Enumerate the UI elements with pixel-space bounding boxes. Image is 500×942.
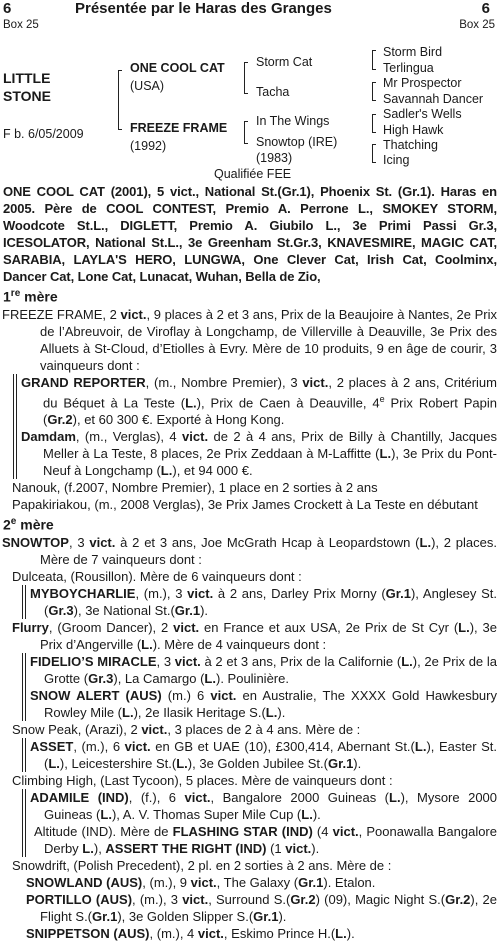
dam-name: FREEZE FRAME (130, 121, 228, 135)
text: à 2 et 3 ans, Prix de la Californie ( (200, 653, 402, 669)
text: ), 3e Prix du Pont-Neuf à Longchamp ( (43, 445, 497, 478)
box-left: Box 25 (3, 19, 39, 31)
first-dam-word: mère (24, 288, 58, 305)
listed: L. (122, 704, 134, 720)
text: ), Easter St.( (44, 738, 497, 771)
listed: L. (458, 619, 470, 635)
produce-snow-peak (0, 721, 500, 738)
pedigree-bracket-ds (372, 114, 376, 133)
second-dam-sup: e (10, 515, 17, 527)
dam-name-inline: FREEZE FRAME (2, 306, 103, 322)
text: , (m., Verglas), 4 (75, 428, 183, 444)
qualification: Qualifiée FEE (214, 167, 292, 181)
text: Prix Robert Papin ( (43, 394, 497, 427)
text: , 3 (68, 534, 90, 550)
dam-dam: Snowtop (IRE) (256, 135, 338, 149)
pedigree-bracket-dd (372, 144, 376, 163)
text: à 2 ans, Darley Prix Morny ( (213, 585, 386, 601)
text: ), et 60 300 €. Exporté à Hong Kong. (72, 411, 285, 427)
listed: L. (301, 806, 313, 822)
produce-block-4 (22, 738, 500, 772)
group: Gr.3 (48, 602, 74, 618)
granddam-name: SNOWTOP (2, 534, 69, 550)
text: Snow Peak, (Arazi), 2 (12, 721, 142, 737)
text: en GB et UAE (10), £300,414, Abernant St.( (150, 738, 415, 754)
text: ), 2 places. Mère de 7 vainqueurs dont : (40, 534, 497, 567)
listed: L. (401, 653, 413, 669)
vict: vict. (302, 374, 329, 390)
pedigree-bracket-dam (244, 121, 248, 144)
produce-name: FLASHING STAR (IND) (172, 823, 313, 839)
listed: L. (48, 755, 60, 771)
dsd: High Hawk (383, 123, 444, 137)
text: ). (312, 806, 321, 822)
text: , (Groom Dancer), 2 (48, 619, 174, 635)
vict: vict. (184, 789, 211, 805)
produce-name: PORTILLO (AUS) (26, 891, 133, 907)
text: ), 3e Golden Jubilee St.( (187, 755, 328, 771)
vict: vict. (89, 534, 116, 550)
group: Gr.1 (385, 585, 411, 601)
vict: vict. (210, 687, 237, 703)
vict: vict. (182, 891, 209, 907)
text: , Eskimo Prince H.( (223, 925, 336, 941)
text: ), Anglesey St.( (44, 585, 498, 618)
dam-dam-year: (1983) (256, 151, 293, 165)
produce-flurry (0, 619, 500, 653)
ssd: Terlingua (383, 61, 434, 75)
group: Gr.1 (253, 908, 279, 924)
text: ). (200, 602, 209, 618)
vict: vict. (174, 653, 201, 669)
text: , 2 places à 2 ans, Critérium du Béquet à La Teste ( (43, 374, 497, 410)
text: ), 3e National St.( (73, 602, 175, 618)
vict: vict. (124, 738, 151, 754)
vict: vict. (197, 925, 224, 941)
produce-climbing-high: Climbing High, (Last Tycoon), 5 places. Mère de vainqueurs dont : (12, 772, 393, 788)
page-title: Présentée par le Haras des Granges (75, 0, 332, 17)
text: , (m.), 4 (149, 925, 198, 941)
second-dam-word: mère (20, 516, 54, 533)
produce-papakiriakou: Papakiriakou, (m., 2008 Verglas), 3e Prix James Crockett à La Teste en débutant (12, 496, 478, 512)
text: , (f.), 6 (128, 789, 185, 805)
text: ). Mère de 4 vainqueurs dont : (152, 636, 327, 652)
text: ), Prix de Caen à Deauville, 4 (196, 394, 380, 410)
text: ). Poulinière. (215, 670, 289, 686)
produce-name: MYBOYCHARLIE (30, 585, 136, 601)
horse-details: F b. 6/05/2009 (3, 127, 84, 141)
text: , 2 (102, 306, 121, 322)
vict: vict. (285, 840, 312, 856)
text: (4 (312, 823, 333, 839)
text: , (m.), 3 (132, 891, 183, 907)
vict: vict. (187, 585, 214, 601)
listed: L. (82, 840, 94, 856)
produce-grand-reporter (17, 374, 500, 428)
listed: L. (419, 534, 432, 550)
sire-dam: Tacha (256, 85, 290, 99)
produce-block-5 (22, 789, 500, 857)
sire-origin: (USA) (130, 79, 165, 93)
produce-nanouk: Nanouk, (f.2007, Nombre Premier), 1 place en 2 sorties à 2 ans (12, 479, 378, 495)
first-dam-num: 1 (3, 288, 11, 305)
dss: Sadler's Wells (383, 107, 462, 121)
text: Altitude (IND). Mère de (34, 823, 173, 839)
horse-name-line1: LITTLE (3, 70, 51, 86)
produce-name: ASSERT THE RIGHT (IND) (105, 840, 267, 856)
listed: L. (379, 445, 392, 461)
text: ), Mysore 2000 Guineas ( (44, 789, 498, 822)
pedigree-bracket-main (118, 70, 122, 130)
sds: Mr Prospector (383, 76, 462, 90)
text: ), (93, 840, 106, 856)
produce-name: Damdam (21, 428, 76, 444)
produce-fidelios-miracle (26, 653, 500, 687)
text: ), 3e Prix d’Angerville ( (40, 619, 498, 652)
produce-block-6 (22, 874, 500, 942)
sdd: Savannah Dancer (383, 92, 484, 106)
pedigree-bracket-ss (372, 50, 376, 70)
produce-name: SNIPPETSON (AUS) (26, 925, 150, 941)
produce-snowland (22, 874, 500, 891)
catalogue-body (0, 183, 500, 942)
text: , 3 places de 2 à 4 ans. Mère de : (167, 721, 361, 737)
produce-dulceata: Dulceata, (Rousillon). Mère de 6 vainqueurs dont : (12, 568, 302, 584)
lot-number-right: 6 (481, 0, 490, 17)
listed: L. (176, 755, 188, 771)
text: , Surround S.( (208, 891, 291, 907)
text: , 3 (156, 653, 175, 669)
text: (m.) 6 (161, 687, 211, 703)
vict: vict. (141, 721, 168, 737)
text: , (m.), 6 (73, 738, 125, 754)
dam-paragraph (0, 306, 500, 374)
granddam-paragraph (0, 534, 500, 568)
produce-myboycharlie (26, 585, 500, 619)
produce-damdam (17, 428, 500, 479)
text: ). (346, 925, 355, 941)
text: ). (277, 704, 286, 720)
listed: L. (265, 704, 278, 720)
text: , (m.), 3 (135, 585, 188, 601)
text: ) (09), Magic Night S.( (315, 891, 446, 907)
text: ). (278, 908, 287, 924)
produce-name: FIDELIO’S MIRACLE (30, 653, 157, 669)
group: Gr.1 (92, 908, 118, 924)
text: de 2 à 4 ans, Prix de Billy à Chantilly, Jacques Meller à La Teste, 8 places, 2e Prix Zeddaan à M-Laffitte ( (43, 428, 497, 461)
text: en Australie, The XXXX Gold Hawkesbury Rowley Mile ( (44, 687, 497, 720)
vict: vict. (173, 619, 200, 635)
text: ). Etalon. (323, 874, 376, 890)
dam-sire: In The Wings (256, 114, 330, 128)
text: ), et 94 000 €. (172, 462, 253, 478)
sire-intro: ONE COOL CAT (2001), 5 vict., National St.(Gr.1), Phoenix St. (Gr.1). Haras en 2005. Père de COOL CONTEST, Premio A. Perrone L., SMOKEY STORM, Woodcote St.L., DIGLETT, Premio A. Giubilo L., 3e Primi Passi Gr.3, ICESOLATOR, National St.L., 3e Greenham St.Gr.3, KNAVESMIRE, MAGIC CAT, SARABIA, LAYLA'S HERO, LUNGWA, One Clever Cat, Irish Cat, Coolminx, Dancer Cat, Lone Cat, Lunacat, Wuhan, Bella de Zio, (3, 184, 497, 284)
group: Gr.3 (88, 670, 114, 686)
listed: L. (389, 789, 401, 805)
produce-name: Flurry (12, 619, 49, 635)
group: Gr.1 (174, 602, 201, 618)
produce-snippetson (22, 925, 500, 942)
listed: L. (141, 636, 153, 652)
second-dam-num: 2 (3, 516, 11, 533)
sire-sire: Storm Cat (256, 55, 313, 69)
pedigree-bracket-sire (244, 62, 248, 94)
box-right: Box 25 (459, 19, 495, 31)
text: ), 2e Flight S.( (40, 891, 498, 924)
text: ). (353, 755, 362, 771)
produce-snowdrift: Snowdrift, (Polish Precedent), 2 pl. en 2 sorties à 2 ans. Mère de : (12, 857, 392, 873)
text: ), Leicestershire St.( (59, 755, 177, 771)
text: , (m.), 9 (142, 874, 191, 890)
produce-name: SNOWLAND (AUS) (26, 874, 143, 890)
text: ). (311, 840, 320, 856)
produce-asset (26, 738, 500, 772)
produce-block-2 (22, 585, 500, 619)
text: ), A. V. Thomas Super Mile Cup ( (111, 806, 302, 822)
text: , The Galaxy ( (216, 874, 299, 890)
produce-name: ADAMILE (IND) (30, 789, 129, 805)
pedigree-bracket-sd (372, 82, 376, 101)
text: ), La Camargo ( (113, 670, 205, 686)
group: Gr.2 (47, 411, 73, 427)
listed: L. (160, 462, 173, 478)
dds: Thatching (383, 138, 438, 152)
dam-year: (1992) (130, 139, 167, 153)
text: , (m., Nombre Premier), 3 (145, 374, 303, 390)
sss: Storm Bird (383, 45, 443, 59)
text: ), 3e Golden Slipper S.( (117, 908, 254, 924)
group: Gr.1 (328, 755, 354, 771)
vict: vict. (120, 306, 147, 322)
listed: L. (335, 925, 347, 941)
horse-name-line2: STONE (3, 88, 51, 104)
group: Gr.2 (445, 891, 471, 907)
produce-name: GRAND REPORTER (21, 374, 146, 390)
produce-snow-alert (26, 687, 500, 721)
first-dam-heading (0, 285, 500, 306)
produce-adamile (26, 789, 500, 823)
listed: L. (185, 394, 197, 410)
second-dam-heading (0, 513, 500, 534)
sire-name: ONE COOL CAT (130, 61, 225, 75)
sup: e (379, 393, 385, 404)
group: Gr.1 (298, 874, 324, 890)
listed: L. (100, 806, 112, 822)
text: à 2 et 3 ans, Joe McGrath Hcap à Leopardstown ( (115, 534, 420, 550)
text: , Bangalore 2000 Guineas ( (210, 789, 390, 805)
produce-name: SNOW ALERT (AUS) (30, 687, 162, 703)
listed: L. (414, 738, 427, 754)
text: , 9 places à 2 et 3 ans, Prix de la Beaujoire à Nantes, 2e Prix de l’Abreuvoir, de Viroflay à Longchamp, de Villerville à Deauville, 3e Prix des Alluets à St-Cloud, d’Etiolles à Evry. Mère de 10 produits, 9 en âge de courir, 3 vainqueurs dont : (40, 306, 497, 373)
text: (1 (266, 840, 286, 856)
ddd: Icing (383, 153, 410, 167)
group: Gr.2 (290, 891, 316, 907)
produce-name: ASSET (30, 738, 74, 754)
produce-block-3 (22, 653, 500, 721)
produce-altitude (26, 823, 500, 857)
listed: L. (204, 670, 216, 686)
vict: vict. (182, 428, 209, 444)
produce-block-1 (13, 374, 500, 479)
text: ), 2e Prix de la Grotte ( (44, 653, 497, 686)
text: , Poonawalla Bangalore Derby (44, 823, 497, 856)
lot-number-left: 6 (3, 0, 12, 17)
first-dam-sup: re (10, 288, 21, 299)
vict: vict. (190, 874, 217, 890)
text: ), 2e Ilasik Heritage S.( (133, 704, 266, 720)
vict: vict. (332, 823, 359, 839)
text: en France et aux USA, 2e Prix de St Cyr ( (199, 619, 459, 635)
